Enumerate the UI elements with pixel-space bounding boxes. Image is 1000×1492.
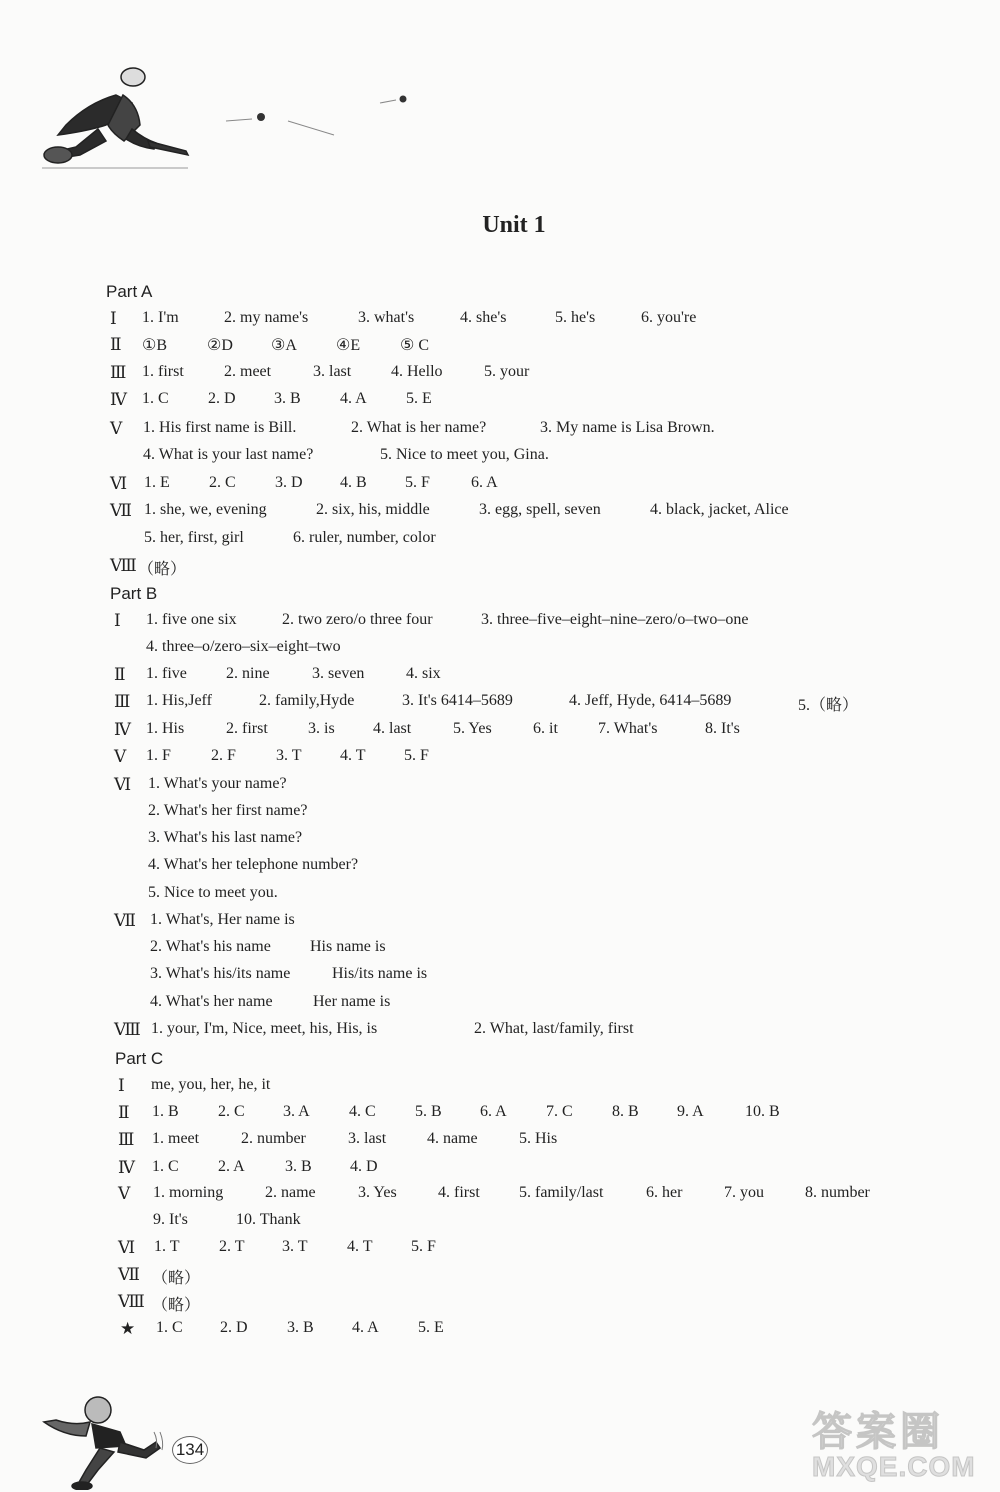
answer: 5. His <box>519 1130 558 1147</box>
answer: 5. F <box>405 474 430 491</box>
answer: 1. What's your name? <box>148 775 287 792</box>
answer: 6. her <box>646 1184 683 1201</box>
answer: 3. egg, spell, seven <box>479 501 601 518</box>
answer: 2. C <box>209 474 236 491</box>
answer: 4. T <box>347 1238 373 1255</box>
answer: 3. seven <box>312 665 365 682</box>
star-icon: ★ <box>120 1319 136 1338</box>
roman-numeral: Ⅱ <box>110 335 122 354</box>
answer: 6. A <box>471 474 498 491</box>
roman-numeral: Ⅳ <box>118 1158 135 1177</box>
answer: 5. he's <box>555 309 596 326</box>
roman-numeral: Ⅷ <box>110 556 137 575</box>
answer: 3. B <box>285 1158 312 1175</box>
watermark-en: MXQE.COM <box>812 1451 976 1482</box>
roman-numeral: Ⅱ <box>118 1103 130 1122</box>
roman-numeral: Ⅵ <box>110 474 128 493</box>
answer: 2. What is her name? <box>351 419 487 436</box>
answer: 2. D <box>220 1319 248 1336</box>
answer: 1. C <box>156 1319 183 1336</box>
watermark-logo <box>812 1400 992 1486</box>
answer: ⑤ C <box>400 337 430 354</box>
answer: 2. first <box>226 720 268 737</box>
part-a-title: Part A <box>106 282 153 301</box>
answer: 5. Nice to meet you, Gina. <box>380 446 549 463</box>
roman-numeral: Ⅰ <box>118 1076 125 1095</box>
answer: 5. E <box>406 390 432 407</box>
answer: 10. Thank <box>236 1211 301 1228</box>
roman-numeral: Ⅶ <box>110 501 132 520</box>
answer: 2. nine <box>226 665 270 682</box>
answer: 2. A <box>218 1158 245 1175</box>
roman-numeral: Ⅰ <box>110 309 117 328</box>
answer: 5. B <box>415 1103 442 1120</box>
answer: ②D <box>207 337 233 354</box>
answer: 2. What's his name <box>150 938 271 955</box>
answer: 3. B <box>287 1319 314 1336</box>
answer: 8. It's <box>705 720 740 737</box>
answer: 4. six <box>406 665 441 682</box>
answer: 2. family,Hyde <box>259 692 355 709</box>
answer: 2. C <box>218 1103 245 1120</box>
roman-numeral: Ⅴ <box>118 1184 131 1203</box>
answer: 4. What is your last name? <box>143 446 314 463</box>
answer: 5. Nice to meet you. <box>148 884 278 901</box>
answer: 1. C <box>142 390 169 407</box>
roman-numeral: Ⅳ <box>114 720 131 739</box>
answer: 4. C <box>349 1103 376 1120</box>
unit-title: Unit 1 <box>482 212 546 238</box>
answer: 4. T <box>340 747 366 764</box>
answer: 1. B <box>152 1103 179 1120</box>
answer: 4. A <box>340 390 367 407</box>
page-number: 134 <box>172 1436 208 1464</box>
answer: 4. black, jacket, Alice <box>650 501 789 518</box>
roman-numeral: Ⅶ <box>118 1265 140 1284</box>
answer: 3. last <box>348 1130 387 1147</box>
answer: 3. What's his/its name <box>150 965 291 982</box>
answer: 1. F <box>146 747 171 764</box>
watermark-cn: 答案圈 <box>812 1409 944 1455</box>
answer: His name is <box>310 938 386 955</box>
roman-numeral: Ⅱ <box>114 665 126 684</box>
roman-numeral: Ⅵ <box>114 775 132 794</box>
answer: 5. your <box>484 363 530 380</box>
answer: 3. is <box>308 720 335 737</box>
answer: 3. T <box>282 1238 308 1255</box>
answer: 4. three–o/zero–six–eight–two <box>146 638 341 655</box>
answer: 7. C <box>546 1103 573 1120</box>
answer: 6. A <box>480 1103 507 1120</box>
answer: 4. Jeff, Hyde, 6414–5689 <box>569 692 732 709</box>
answer: 8. number <box>805 1184 870 1201</box>
answer: 4. she's <box>460 309 507 326</box>
roman-numeral: Ⅲ <box>110 363 127 382</box>
answer: 2. F <box>211 747 236 764</box>
roman-numeral: Ⅶ <box>114 911 136 930</box>
answer: 5. F <box>404 747 429 764</box>
answer: 5. E <box>418 1319 444 1336</box>
answer: 3. three–five–eight–nine–zero/o–two–one <box>481 611 749 628</box>
answer: 4. What's her name <box>150 993 273 1010</box>
runner-illustration <box>34 1392 174 1490</box>
answer: （略） <box>152 1270 201 1287</box>
roman-numeral: Ⅷ <box>118 1292 145 1311</box>
answer: 1. she, we, evening <box>144 501 267 518</box>
answer: 2. D <box>208 390 236 407</box>
answer: 1. I'm <box>142 309 179 326</box>
answer: Her name is <box>313 993 391 1010</box>
roman-numeral: Ⅰ <box>114 611 121 630</box>
answer: me, you, her, he, it <box>151 1076 271 1093</box>
answer: 1. morning <box>153 1184 224 1201</box>
answer: 3. What's his last name? <box>148 829 303 846</box>
answer: 1. first <box>142 363 184 380</box>
answer: 1. five one six <box>146 611 237 628</box>
roman-numeral: Ⅲ <box>118 1130 135 1149</box>
answer: 1. meet <box>152 1130 200 1147</box>
answer: 2. name <box>265 1184 316 1201</box>
answer: 10. B <box>745 1103 780 1120</box>
answer: 4. What's her telephone number? <box>148 856 359 873</box>
answer: 2. six, his, middle <box>316 501 430 518</box>
answer: 7. What's <box>598 720 658 737</box>
answer: 3. My name is Lisa Brown. <box>540 419 715 436</box>
answer: （略） <box>152 1297 201 1314</box>
answer: 6. ruler, number, color <box>293 529 436 546</box>
answer: 3. T <box>276 747 302 764</box>
part-b-title: Part B <box>110 584 158 603</box>
answer: 1. His,Jeff <box>146 692 212 709</box>
answer: 1. T <box>154 1238 180 1255</box>
answer: 9. A <box>677 1103 704 1120</box>
answer: 1. your, I'm, Nice, meet, his, His, is <box>151 1020 378 1037</box>
answer: 2. two zero/o three four <box>282 611 433 628</box>
answer: 3. It's 6414–5689 <box>402 692 513 709</box>
answer: 5. her, first, girl <box>144 529 244 546</box>
answer: ③A <box>271 337 297 354</box>
answer: 2. T <box>219 1238 245 1255</box>
answer: 5.（略） <box>798 697 859 714</box>
answer: 3. D <box>275 474 303 491</box>
roman-numeral: Ⅴ <box>114 747 127 766</box>
hockey-player-illustration <box>28 55 418 175</box>
answer: His/its name is <box>332 965 428 982</box>
roman-numeral: Ⅵ <box>118 1238 136 1257</box>
answer: 1. His <box>146 720 185 737</box>
answer: ④E <box>336 337 361 354</box>
answer: ①B <box>142 337 168 354</box>
answer: 2. meet <box>224 363 272 380</box>
part-c-title: Part C <box>115 1049 164 1068</box>
answer: 6. it <box>533 720 558 737</box>
answer: 4. first <box>438 1184 480 1201</box>
answer: 5. F <box>411 1238 436 1255</box>
answer: 5. Yes <box>453 720 492 737</box>
answer: 3. B <box>274 390 301 407</box>
roman-numeral: Ⅷ <box>114 1020 141 1039</box>
answer: 5. family/last <box>519 1184 604 1201</box>
answer: 1. C <box>152 1158 179 1175</box>
answer: 3. last <box>313 363 352 380</box>
answer: 3. Yes <box>358 1184 397 1201</box>
answer: 3. what's <box>358 309 415 326</box>
roman-numeral: Ⅳ <box>110 390 127 409</box>
answer: 1. His first name is Bill. <box>143 419 297 436</box>
answer: 4. D <box>350 1158 378 1175</box>
answer: 8. B <box>612 1103 639 1120</box>
answer: 9. It's <box>153 1211 188 1228</box>
answer: 1. E <box>144 474 170 491</box>
roman-numeral: Ⅴ <box>110 419 123 438</box>
answer: 1. What's, Her name is <box>150 911 295 928</box>
answer: 2. What, last/family, first <box>474 1020 634 1037</box>
answer: 4. Hello <box>391 363 443 380</box>
roman-numeral: Ⅲ <box>114 692 131 711</box>
answer: 4. last <box>373 720 412 737</box>
answer: （略） <box>138 561 187 578</box>
answer: 2. What's her first name? <box>148 802 308 819</box>
answer: 3. A <box>283 1103 310 1120</box>
answer: 2. number <box>241 1130 306 1147</box>
answer: 4. name <box>427 1130 478 1147</box>
answer: 4. B <box>340 474 367 491</box>
answer: 7. you <box>724 1184 764 1201</box>
answer: 4. A <box>352 1319 379 1336</box>
answer: 1. five <box>146 665 187 682</box>
answer: 6. you're <box>641 309 697 326</box>
answer: 2. my name's <box>224 309 309 326</box>
